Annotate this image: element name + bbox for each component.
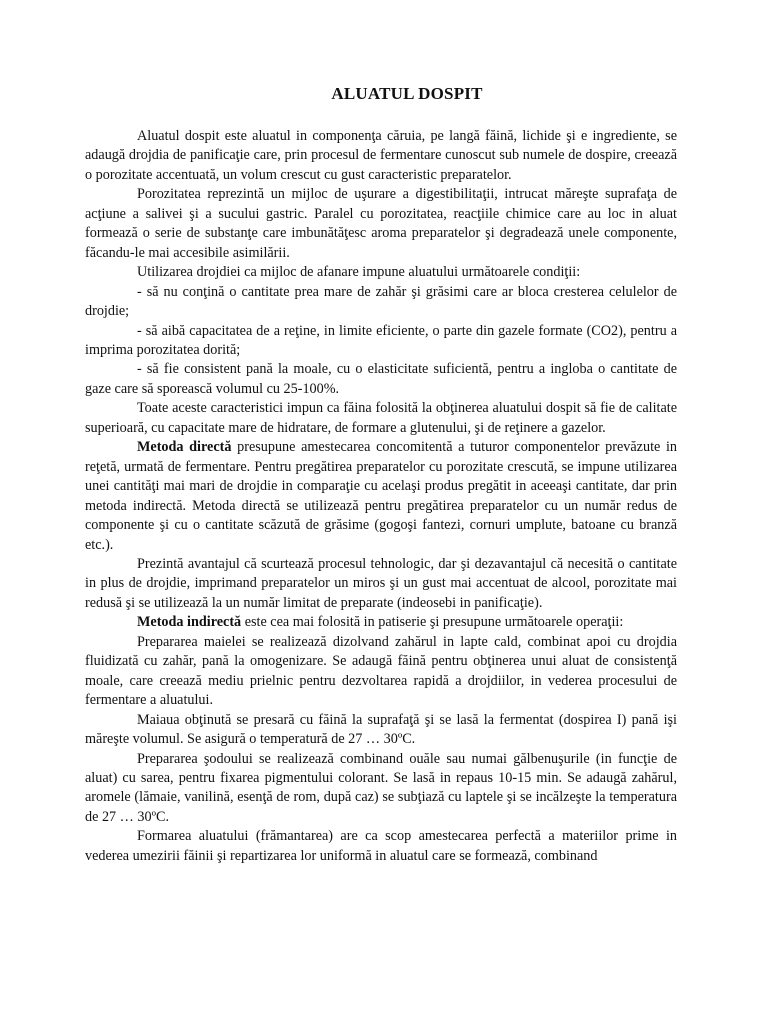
paragraph: Utilizarea drojdiei ca mijloc de afanare impune aluatului următoarele condiţii:: [137, 264, 581, 281]
document-title: ALUATUL DOSPIT: [331, 84, 483, 103]
paragraph: Formarea aluatului (frămantarea) are ca scop amestecarea perfectă a materiilor prime in vederea umezirii făinii şi repartizarea lor uniformă in aluatul care se formează, combinand: [85, 828, 677, 864]
paragraph: Prezintă avantajul că scurtează procesul tehnologic, dar şi dezavantajul că necesită o cantitate in plus de drojdie, imprimand preparatelor un miros şi un gust mai accentuat de alcool, porozitate mai redusă şi se utilizează la un număr limitat de preparate (indeosebi in panificaţie).: [85, 555, 677, 611]
paragraph: Toate aceste caracteristici impun ca făina folosită la obţinerea aluatului dospit să fie de calitate superioară, cu capacitate mare de hidratare, de formare a glutenului, şi de reţinere a gazelor.: [85, 400, 677, 436]
paragraph-direct-method: [85, 438, 677, 555]
bold-lead-indirect: Metoda indirectă: [137, 614, 242, 631]
list-item: - să fie consistent pană la moale, cu o elasticitate suficientă, pentru a ingloba o cantitate de gaze care să sporească volumul cu 25-100%.: [85, 361, 677, 397]
paragraph: Porozitatea reprezintă un mijloc de uşurare a digestibilitaţii, intrucat măreşte suprafaţa de acţiune a salivei şi a sucului gastric. Paralel cu porozitatea, reacţiile chimice care au loc in aluat formează o serie de substanţe care imbunătăţesc aroma preparatelor şi degradează unele componente, făcandu-le mai accesibile asimilării.: [85, 186, 677, 261]
paragraph: Prepararea şodoului se realizează combinand ouăle sau numai gălbenuşurile (in funcţie de aluat) cu sarea, pentru fixarea pigmentului colorant. Se lasă in repaus 10-15 min. Se adaugă zahărul, aromele (lămaie, vanilină, esenţă de rom, după caz) se subţiază cu laptele şi se incălzeşte la temperatura de 27 … 30ºC.: [85, 750, 677, 825]
bold-lead-direct: Metoda directă: [137, 439, 232, 456]
list-item: - să aibă capacitatea de a reţine, in limite eficiente, o parte din gazele formate (CO2), pentru a imprima porozitatea dorită;: [85, 322, 677, 358]
document-body: [85, 127, 677, 866]
paragraph-text: este cea mai folosită in patiserie şi presupune următoarele operaţii:: [244, 614, 624, 631]
paragraph: Aluatul dospit este aluatul in componenţa căruia, pe langă făină, lichide şi e ingrediente, se adaugă drojdia de panificaţie care, prin procesul de fermentare cunoscut sub numele de dospire, creează o porozitate accentuată, un volum crescut cu gust caracteristic preparatelor.: [85, 128, 677, 183]
paragraph: Prepararea maielei se realizează dizolvand zahărul in lapte cald, combinat apoi cu drojdia fluidizată cu zahăr, pană la omogenizare. Se adaugă făină pentru obţinerea unui aluat de consistenţă moale, care creează mediu prielnic pentru dezvoltarea rapidă a drojdiilor, in vederea procesului de fermentare a aluatului.: [85, 633, 677, 709]
paragraph-indirect-method: [85, 613, 677, 632]
paragraph-text: presupune amestecarea concomitentă a tuturor componentelor prevăzute in reţetă, urmată de fermentare. Pentru pregătirea preparatelor cu porozitate crescută, se impune utilizarea unei cantităţi mai mari de drojdie in comparaţie cu acelaşi produs pregătit in aceeaşi cantitate, dar prin metoda indirectă. Metoda directă se utilizează pentru pregătirea preparatelor cu un număr redus de componente şi cu o cantitate scăzută de grăsime (gogoşi fantezi, cornuri umplute, batoane cu branză etc.).: [85, 439, 678, 553]
paragraph: Maiaua obţinută se presară cu făină la suprafaţă şi se lasă la fermentat (dospirea I) pană işi măreşte volumul. Se asigură o temperatură de 27 … 30ºC.: [85, 711, 677, 748]
list-item: - să nu conţină o cantitate prea mare de zahăr şi grăsimi care ar bloca cresterea celulelor de drojdie;: [85, 283, 677, 320]
